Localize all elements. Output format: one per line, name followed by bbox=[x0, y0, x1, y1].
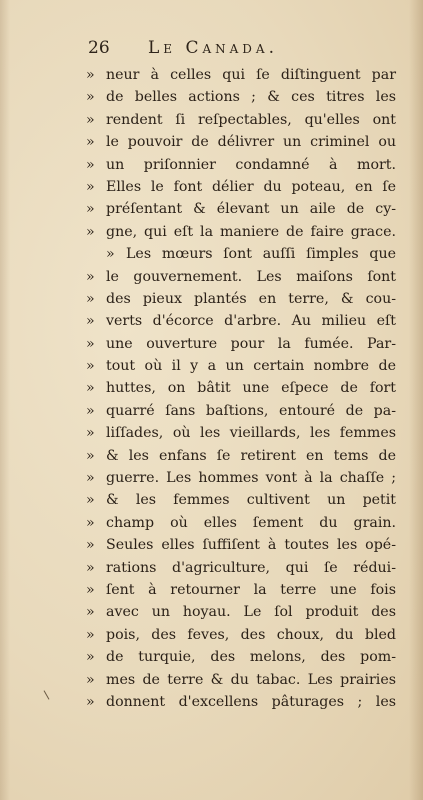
text-line bbox=[86, 691, 396, 713]
line-text: huttes, on bâtit une eſpece de fort bbox=[106, 380, 396, 397]
quotation-mark: » bbox=[86, 268, 95, 285]
text-line bbox=[86, 512, 396, 534]
line-text: ſent à retourner la terre une fois bbox=[106, 581, 396, 598]
text-line bbox=[86, 109, 396, 131]
quotation-mark: » bbox=[86, 178, 95, 195]
line-text: & les enfans ſe retirent en tems de bbox=[106, 447, 396, 464]
text-line bbox=[86, 377, 396, 399]
line-text: champ où elles ſement du grain. bbox=[106, 514, 396, 531]
quotation-mark: » bbox=[86, 335, 95, 352]
quotation-mark: » bbox=[86, 402, 95, 419]
line-text: une ouverture pour la fumée. Par- bbox=[106, 335, 396, 352]
text-line bbox=[86, 646, 396, 668]
line-text: guerre. Les hommes vont à la chaſſe ; bbox=[106, 470, 396, 487]
line-text: le gouvernement. Les maiſons ſont bbox=[106, 268, 396, 285]
text-line bbox=[86, 489, 396, 511]
quotation-mark: » bbox=[106, 246, 115, 263]
text-line bbox=[86, 176, 396, 198]
line-text: un priſonnier condamné à mort. bbox=[106, 156, 396, 173]
quotation-mark: » bbox=[86, 223, 95, 240]
quotation-mark: » bbox=[86, 156, 95, 173]
running-title: Le Canada. bbox=[148, 38, 278, 58]
quotation-mark: » bbox=[86, 626, 95, 643]
line-text: avec un hoyau. Le ſol produit des bbox=[106, 604, 396, 621]
quotation-mark: » bbox=[86, 671, 95, 688]
quotation-mark: » bbox=[86, 604, 95, 621]
text-line bbox=[86, 355, 396, 377]
quotation-mark: » bbox=[86, 425, 95, 442]
text-line bbox=[86, 601, 396, 623]
text-line bbox=[86, 64, 396, 86]
text-line bbox=[86, 154, 396, 176]
line-text: des pieux plantés en terre, & cou- bbox=[106, 290, 396, 307]
page-left-shadow bbox=[0, 0, 10, 800]
text-line bbox=[86, 221, 396, 243]
quotation-mark: » bbox=[86, 514, 95, 531]
text-line bbox=[86, 131, 396, 153]
text-line bbox=[86, 198, 396, 220]
quotation-mark: » bbox=[86, 470, 95, 487]
quotation-mark: » bbox=[86, 581, 95, 598]
text-line bbox=[86, 669, 396, 691]
line-text: de belles actions ; & ces titres les bbox=[106, 89, 396, 106]
quotation-mark: » bbox=[86, 134, 95, 151]
quotation-mark: » bbox=[86, 649, 95, 666]
quotation-mark: » bbox=[86, 290, 95, 307]
line-text: de turquie, des melons, des pom- bbox=[106, 649, 396, 666]
line-text: rations d'agriculture, qui ſe rédui- bbox=[106, 559, 396, 576]
line-text: & les femmes cultivent un petit bbox=[106, 492, 396, 509]
line-text: quarré ſans baſtions, entouré de pa- bbox=[106, 402, 396, 419]
text-line bbox=[86, 400, 396, 422]
quotation-mark: » bbox=[86, 313, 95, 330]
line-text: donnent d'excellens pâturages ; les bbox=[106, 693, 396, 710]
quotation-mark: » bbox=[86, 559, 95, 576]
page-right-shadow bbox=[409, 0, 423, 800]
quotation-mark: » bbox=[86, 492, 95, 509]
line-text: préſentant & élevant un aile de cy- bbox=[106, 201, 396, 218]
quotation-mark: » bbox=[86, 67, 95, 83]
line-text: Les mœurs ſont auſſi ſimples que bbox=[126, 246, 396, 263]
text-line bbox=[86, 422, 396, 444]
quotation-mark: » bbox=[86, 447, 95, 464]
line-text: Elles le font délier du poteau, en ſe bbox=[106, 178, 396, 195]
text-line bbox=[86, 534, 396, 556]
text-line bbox=[86, 243, 396, 265]
text-line bbox=[86, 467, 396, 489]
text-line bbox=[86, 557, 396, 579]
line-text: rendent ſi reſpectables, qu'elles ont bbox=[106, 111, 396, 128]
stray-ink-mark bbox=[44, 690, 50, 699]
line-text: le pouvoir de délivrer un criminel ou bbox=[106, 134, 396, 151]
text-line bbox=[86, 579, 396, 601]
quotation-mark: » bbox=[86, 89, 95, 106]
text-line bbox=[86, 266, 396, 288]
quotation-mark: » bbox=[86, 111, 95, 128]
body-text bbox=[86, 64, 396, 713]
text-line bbox=[86, 445, 396, 467]
quotation-mark: » bbox=[86, 537, 95, 554]
line-text: gne, qui eſt la maniere de faire grace. bbox=[106, 223, 396, 240]
line-text: tout où il y a un certain nombre de bbox=[106, 358, 396, 375]
text-line bbox=[86, 86, 396, 108]
line-text: liſſades, où les vieillards, les femmes bbox=[106, 425, 396, 442]
quotation-mark: » bbox=[86, 201, 95, 218]
page-header bbox=[88, 38, 388, 64]
line-text: neur à celles qui ſe diſtinguent par bbox=[106, 67, 396, 83]
text-line bbox=[86, 624, 396, 646]
line-text: mes de terre & du tabac. Les prairies bbox=[106, 671, 396, 688]
page-number: 26 bbox=[88, 38, 110, 58]
line-text: verts d'écorce d'arbre. Au milieu eſt bbox=[106, 313, 396, 330]
text-line bbox=[86, 310, 396, 332]
quotation-mark: » bbox=[86, 358, 95, 375]
quotation-mark: » bbox=[86, 380, 95, 397]
line-text: pois, des feves, des choux, du bled bbox=[106, 626, 396, 643]
text-line bbox=[86, 333, 396, 355]
line-text: Seules elles ſuffiſent à toutes les opé- bbox=[106, 537, 396, 554]
text-line bbox=[86, 288, 396, 310]
quotation-mark: » bbox=[86, 693, 95, 710]
